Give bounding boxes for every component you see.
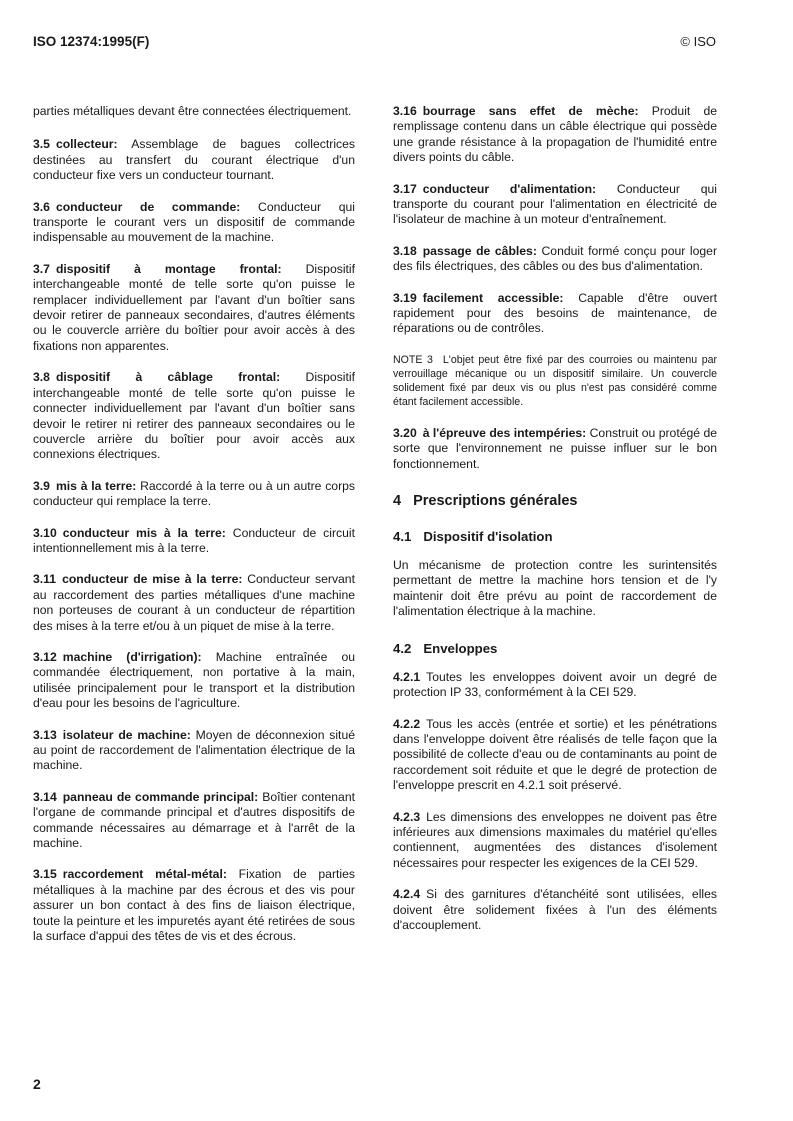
definition-term: isolateur de machine: bbox=[62, 727, 191, 742]
definition-3-9 bbox=[33, 479, 355, 510]
definition-term: bourrage sans effet de mèche: bbox=[422, 104, 639, 118]
definition-term: conducteur d'alimentation: bbox=[422, 181, 597, 196]
definition-term: mis à la terre: bbox=[55, 478, 137, 493]
note-label: NOTE 3 bbox=[393, 353, 433, 366]
definition-3-17 bbox=[393, 182, 717, 228]
definition-3-12 bbox=[33, 650, 355, 712]
definition-term: panneau de commande principal: bbox=[62, 789, 259, 804]
definition-text: Fixation de parties métalliques à la machine par des écrous et des vis pour assurer un bon contact à des fins de liaison électrique, toute la peinture et les impuretés ayant été retirées de sous la surface d'appui des têtes de vis et des écrous. bbox=[33, 867, 355, 944]
clause-number: 4.2.2 bbox=[393, 716, 421, 731]
definition-term: conducteur mis à la terre: bbox=[62, 525, 226, 540]
definition-text: Raccordé à la terre ou à un autre corps conducteur qui remplace la terre. bbox=[33, 478, 356, 509]
right-column bbox=[393, 104, 717, 949]
copyright-mark: © ISO bbox=[680, 34, 716, 49]
definition-3-18 bbox=[393, 244, 717, 275]
definition-text: Dispositif interchangeable monté de telle sorte qu'on puisse le connecter individuellement par l'avant d'un boîtier sans devoir le retirer ni retirer des panneaux secondaires ou le couvercle arrière du boîtier pour avoir accès aux connexions électriques. bbox=[33, 370, 355, 462]
clause-number: 4.2.4 bbox=[393, 887, 421, 902]
clause-number: 3.18 bbox=[393, 243, 417, 258]
clause-text: Tous les accès (entrée et sortie) et les pénétrations dans l'enveloppe doivent être réalisés de telle façon que la possibilité de collecte d'eau ou de contaminants au point de raccordement soit réduite et que le degré de protection de l'enveloppe prescrit en 4.2.1 soit préservé. bbox=[393, 716, 717, 793]
definition-3-6 bbox=[33, 200, 355, 246]
definition-3-20 bbox=[393, 426, 717, 472]
definition-3-15 bbox=[33, 867, 355, 944]
clause-number: 3.16 bbox=[393, 104, 417, 118]
definition-3-19 bbox=[393, 291, 717, 337]
definition-term: dispositif à câblage frontal: bbox=[55, 370, 281, 385]
document-header-id: ISO 12374:1995(F) bbox=[33, 34, 150, 49]
clause-text: Si des garnitures d'étanchéité sont utilisées, elles doivent être solidement fixées à l'un des éléments d'accouplement. bbox=[393, 887, 717, 933]
definition-term: facilement accessible: bbox=[422, 290, 564, 305]
clause-number: 3.7 bbox=[33, 261, 50, 276]
definition-text: Moyen de déconnexion situé au point de raccordement de l'alimentation électrique de la machine. bbox=[33, 727, 356, 773]
definition-term: à l'épreuve des intempéries: bbox=[422, 425, 587, 440]
section-title: Prescriptions générales bbox=[413, 492, 578, 509]
definition-text: Machine entraînée ou commandée électriquement, non portative à la main, utilisée principalement pour le transport et la distribution d'eau pour les besoins de l'agriculture. bbox=[33, 649, 355, 711]
definition-term: collecteur: bbox=[55, 137, 118, 152]
definition-term: machine (d'irrigation): bbox=[62, 649, 202, 664]
clause-number: 3.5 bbox=[33, 137, 50, 152]
definition-text: Conducteur servant au raccordement des parties métalliques d'une machine non porteuses de courant à un conducteur de répartition des mises à la terre et/ou à un piquet de mise à la terre. bbox=[33, 572, 355, 633]
section-4-1-text: Un mécanisme de protection contre les surintensités permettant de mettre la machine hors tension et de l'y maintenir doit être prévu au point de raccordement de l'alimentation électrique à la machine. bbox=[393, 557, 717, 618]
definition-term: passage de câbles: bbox=[422, 243, 537, 258]
clause-number: 3.20 bbox=[393, 425, 417, 440]
clause-number: 3.11 bbox=[33, 572, 57, 587]
clause-number: 3.10 bbox=[33, 525, 57, 540]
definition-text: Assemblage de bagues collectrices destinées au transfert du courant électrique d'un conducteur fixe vers un conducteur tournant. bbox=[33, 137, 355, 183]
definition-3-10 bbox=[33, 526, 355, 557]
clause-number: 3.15 bbox=[33, 867, 57, 882]
definition-3-11 bbox=[33, 572, 355, 634]
left-column bbox=[33, 104, 355, 960]
definition-text: Produit de remplissage contenu dans un câble électrique qui possède une grande résistance à la propagation de l'humidité entre divers points du câble. bbox=[393, 104, 718, 165]
definition-term: conducteur de mise à la terre: bbox=[62, 572, 243, 587]
clause-number: 3.14 bbox=[33, 789, 57, 804]
clause-number: 3.9 bbox=[33, 478, 50, 493]
page-number: 2 bbox=[33, 1076, 41, 1092]
definition-text: Boîtier contenant l'organe de commande principal et d'autres dispositifs de commande nécessaires au démarrage et à l'arrêt de la machine. bbox=[33, 789, 356, 851]
section-number: 4.2 bbox=[393, 641, 412, 657]
definition-3-13 bbox=[33, 728, 355, 774]
section-title: Enveloppes bbox=[423, 641, 498, 657]
definition-text: Capable d'être ouvert rapidement pour des besoins de maintenance, de réparations ou de contrôles. bbox=[393, 290, 717, 336]
clause-4-2-4 bbox=[393, 887, 717, 933]
clause-4-2-3 bbox=[393, 810, 717, 872]
definition-term: raccordement métal-métal: bbox=[62, 867, 227, 882]
definition-3-14 bbox=[33, 790, 355, 852]
clause-number: 3.6 bbox=[33, 199, 50, 214]
definition-text: Conducteur de circuit intentionnellement mis à la terre. bbox=[33, 525, 355, 555]
clause-number: 4.2.1 bbox=[393, 669, 421, 684]
section-number: 4.1 bbox=[393, 529, 412, 545]
section-4-heading bbox=[393, 494, 717, 509]
definition-3-7 bbox=[33, 262, 355, 354]
clause-text: Toutes les enveloppes doivent avoir un degré de protection IP 33, conformément à la CEI 529. bbox=[393, 669, 717, 700]
note-text: L'objet peut être fixé par des courroies ou maintenu par verrouillage mécanique ou un dispositif similaire. Un couvercle solidement fixé par deux vis ou plus n'est pas considéré comme étant facilement accessible. bbox=[393, 353, 718, 409]
definition-text: Conducteur qui transporte le courant vers un dispositif de commande indispensable au mouvement de la machine. bbox=[33, 199, 355, 245]
clause-4-2-2 bbox=[393, 717, 717, 794]
definition-term: dispositif à montage frontal: bbox=[55, 261, 282, 276]
definition-3-8 bbox=[33, 370, 355, 462]
clause-number: 3.19 bbox=[393, 290, 417, 305]
section-title: Dispositif d'isolation bbox=[423, 529, 553, 545]
clause-number: 3.17 bbox=[393, 181, 417, 196]
definition-term: conducteur de commande: bbox=[55, 199, 241, 214]
section-4-1-heading bbox=[393, 529, 717, 544]
definition-text: Dispositif interchangeable monté de telle sorte qu'on puisse le remplacer individuellement par l'avant d'un boîtier sans devoir retirer de panneaux secondaires, d'autres éléments ou le couvercle arrière du boîtier pour avoir accès à des fixations non apparentes. bbox=[33, 261, 356, 353]
definition-3-16 bbox=[393, 104, 717, 166]
clause-number: 3.13 bbox=[33, 727, 57, 742]
note-3 bbox=[393, 353, 717, 410]
definition-text: Conduit formé conçu pour loger des fils électriques, des câbles ou des bus d'alimentation. bbox=[393, 243, 717, 274]
definition-text: Conducteur qui transporte du courant pour l'alimentation en électricité de l'isolateur de machine à un moteur d'entraînement. bbox=[393, 181, 717, 227]
clause-number: 3.12 bbox=[33, 649, 57, 664]
section-number: 4 bbox=[393, 492, 402, 509]
clause-text: Les dimensions des enveloppes ne doivent pas être inférieures aux dimensions maximales du matériel qu'elles contiennent, augmentées des distances d'isolement nécessaires pour respecter les exigences de la CEI 529. bbox=[393, 809, 717, 870]
definition-text: Construit ou protégé de sorte que l'environnement ne puisse influer sur le bon fonctionnement. bbox=[393, 425, 718, 471]
definition-3-5 bbox=[33, 137, 355, 183]
clause-number: 3.8 bbox=[33, 370, 50, 385]
clause-number: 4.2.3 bbox=[393, 809, 421, 824]
continued-paragraph bbox=[33, 104, 355, 119]
definition-text: parties métalliques devant être connectées électriquement. bbox=[33, 104, 352, 118]
clause-4-2-1 bbox=[393, 670, 717, 701]
section-4-2-heading bbox=[393, 641, 717, 656]
